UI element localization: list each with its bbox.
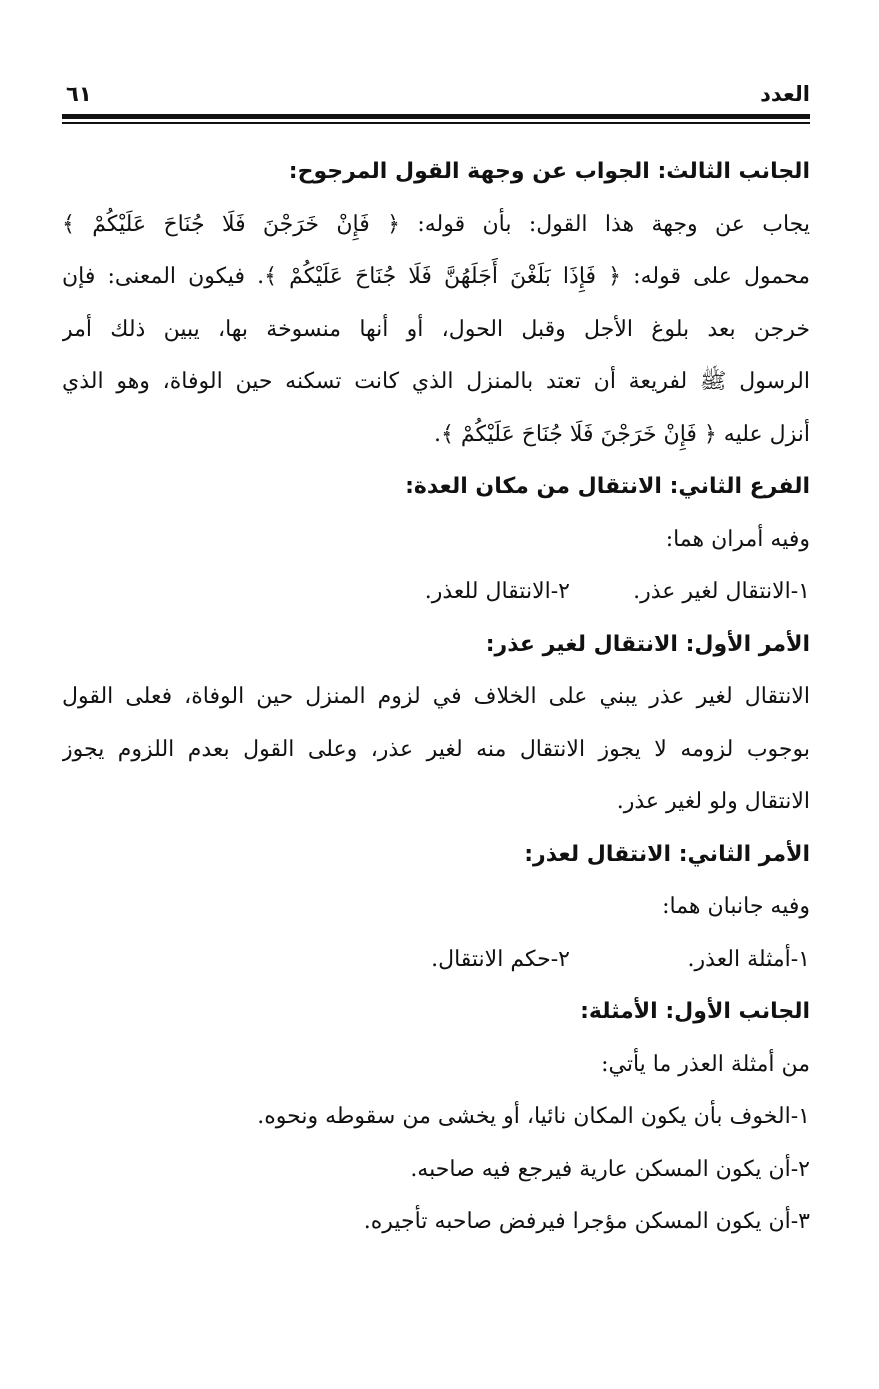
header-rule-thin [62,122,810,124]
list-item: ٢-حكم الانتقال. [431,946,570,972]
paragraph-line: محمول على قوله: ﴿ فَإِذَا بَلَغْنَ أَجَلَهُنَّ فَلَا جُنَاحَ عَلَيْكُمْ ﴾. فيكون المعنى: فإن [62,264,810,289]
paragraph-line: الانتقال ولو لغير عذر. [616,789,810,814]
list-item: ١-الخوف بأن يكون المكان نائيا، أو يخشى من سقوطه ونحوه. [257,1104,810,1129]
list-item: ١-الانتقال لغير عذر. [633,579,810,604]
paragraph-line: يجاب عن وجهة هذا القول: بأن قوله: ﴿ فَإِنْ خَرَجْنَ فَلَا جُنَاحَ عَلَيْكُمْ ﴾ [62,211,810,237]
paragraph-line: الرسول ﷺ لفريعة أن تعتد بالمنزل الذي كانت تسكنه حين الوفاة، وهو الذي [62,369,810,394]
page-body [62,146,810,1249]
branch2-items [62,566,810,619]
list-item: ٣-أن يكون المسكن مؤجرا فيرفض صاحبه تأجيره. [363,1209,810,1234]
branch2-heading: الفرع الثاني: الانتقال من مكان العدة: [405,474,810,499]
header-rule-thick [62,114,810,119]
branch2-intro: وفيه أمران هما: [665,526,810,552]
matter2-heading: الأمر الثاني: الانتقال لعذر: [524,841,810,867]
side1-intro: من أمثلة العذر ما يأتي: [601,1051,810,1077]
matter2-intro: وفيه جانبان هما: [662,894,810,919]
paragraph-line: أنزل عليه ﴿ فَإِنْ خَرَجْنَ فَلَا جُنَاحَ عَلَيْكُمْ ﴾. [433,421,810,447]
matter1-heading: الأمر الأول: الانتقال لغير عذر: [485,631,810,657]
page-number: ٦١ [66,82,92,106]
list-item: ١-أمثلة العذر. [687,946,810,972]
running-title: العدد [760,82,810,106]
section3-heading: الجانب الثالث: الجواب عن وجهة القول المرجوح: [288,159,810,184]
paragraph-line: الانتقال لغير عذر يبني على الخلاف في لزوم المنزل حين الوفاة، فعلى القول [62,684,810,709]
page-header [62,78,810,114]
list-item: ٢-أن يكون المسكن عارية فيرجع فيه صاحبه. [410,1156,810,1182]
matter2-items [62,934,810,987]
paragraph-line: بوجوب لزومه لا يجوز الانتقال منه لغير عذر، وعلى القول بعدم اللزوم يجوز [62,736,810,762]
side1-heading: الجانب الأول: الأمثلة: [580,999,810,1024]
list-item: ٢-الانتقال للعذر. [424,579,570,604]
paragraph-line: خرجن بعد بلوغ الأجل وقبل الحول، أو أنها منسوخة بها، يبين ذلك أمر [62,316,810,342]
